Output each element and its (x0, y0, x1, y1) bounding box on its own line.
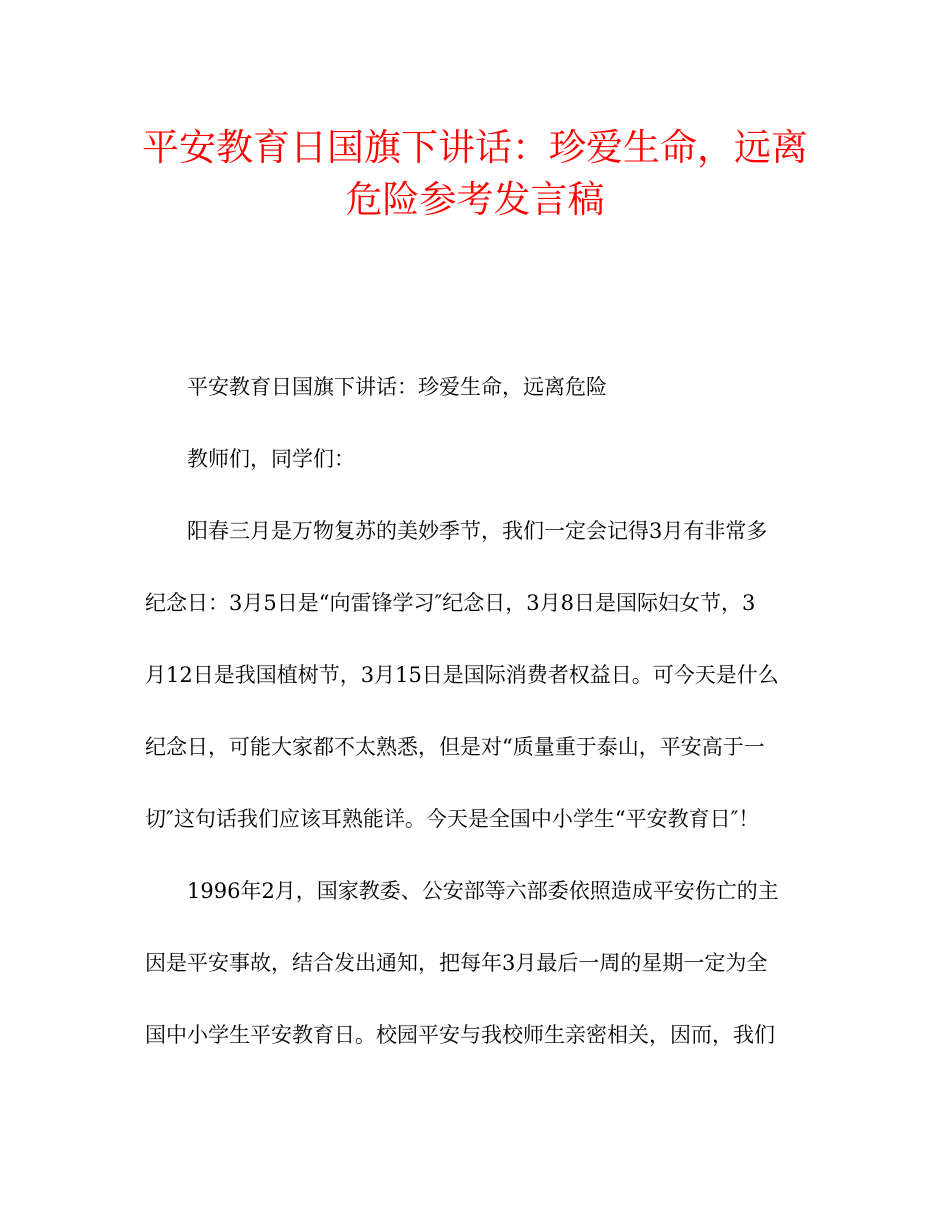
salutation-line: 教师们，同学们： (187, 447, 355, 471)
paragraph-line: 国中小学生平安教育日。校园平安与我校师生亲密相关，因而，我们 (145, 1023, 775, 1047)
title-line-1: 平安教育日国旗下讲话：珍爱生命，远离 (142, 126, 808, 169)
document-title (140, 122, 810, 226)
body-heading-line: 平安教育日国旗下讲话：珍爱生命，远离危险 (187, 375, 607, 399)
paragraph-line: 纪念日：3月5日是“向雷锋学习″纪念日，3月8日是国际妇女节，3 (145, 591, 756, 615)
paragraph-line: 切″这句话我们应该耳熟能详。今天是全国中小学生“平安教育日″！ (145, 807, 760, 831)
paragraph-line: 阳春三月是万物复苏的美妙季节，我们一定会记得3月有非常多 (187, 519, 768, 543)
paragraph-line: 纪念日，可能大家都不太熟悉，但是对“质量重于泰山，平安高于一 (145, 735, 765, 759)
paragraph-line: 月12日是我国植树节，3月15日是国际消费者权益日。可今天是什么 (145, 663, 779, 687)
title-line-2: 危险参考发言稿 (345, 178, 605, 221)
paragraph-line: 1996年2月，国家教委、公安部等六部委依照造成平安伤亡的主 (187, 879, 779, 903)
paragraph-line: 因是平安事故，结合发出通知，把每年3月最后一周的星期一定为全 (145, 951, 768, 975)
